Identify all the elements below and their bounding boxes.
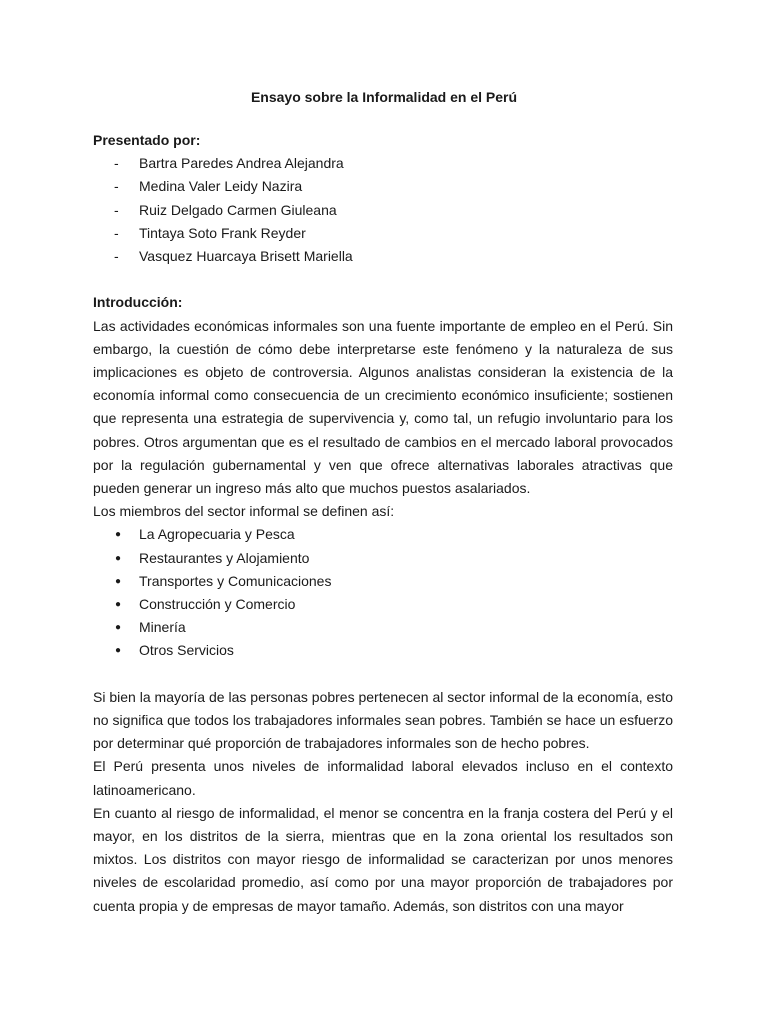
dash-marker: - (114, 201, 119, 218)
author-item (93, 245, 673, 268)
dash-marker: - (114, 178, 119, 195)
author-name: Vasquez Huarcaya Brisett Mariella (139, 248, 353, 265)
sector-name: Construcción y Comercio (139, 596, 296, 613)
sector-name: Transportes y Comunicaciones (139, 572, 332, 589)
bullet-marker: ● (115, 575, 122, 587)
bullet-marker: ● (115, 599, 122, 611)
sector-item (93, 593, 673, 616)
author-name: Tintaya Soto Frank Reyder (139, 224, 306, 241)
dash-marker: - (114, 155, 119, 172)
sector-item (93, 639, 673, 662)
bullet-marker: ● (115, 552, 122, 564)
latam-paragraph: El Perú presenta unos niveles de informalidad laboral elevados incluso en el contexto latinoamericano. (93, 758, 673, 798)
document-body (93, 129, 673, 918)
author-name: Medina Valer Leidy Nazira (139, 178, 303, 195)
sector-name: La Agropecuaria y Pesca (139, 526, 295, 543)
bullet-marker: ● (115, 622, 122, 634)
risk-paragraph: En cuanto al riesgo de informalidad, el menor se concentra en la franja costera del Perú y el mayor, en los distritos de la sierra, mientras que en la zona oriental los resultados son mixtos. Los distritos con mayor riesgo de informalidad se caracterizan por unos menores niveles de escolaridad promedio, así como por una mayor proporción de trabajadores por cuenta propia y de empresas de mayor tamaño. Además, son distritos con una mayor (93, 804, 673, 914)
bullet-marker: ● (115, 529, 122, 541)
presented-by-heading: Presentado por: (93, 132, 201, 148)
dash-marker: - (114, 224, 119, 241)
author-name: Ruiz Delgado Carmen Giuleana (139, 201, 337, 218)
sectors-lead-paragraph: Los miembros del sector informal se definen así: (93, 503, 395, 520)
sector-item (93, 616, 673, 639)
spacer (93, 268, 673, 291)
sectors-list (93, 523, 673, 662)
sector-item (93, 523, 673, 546)
sector-name: Otros Servicios (139, 642, 234, 659)
sector-name: Minería (139, 619, 186, 636)
bullet-marker: ● (115, 645, 122, 657)
sector-item (93, 570, 673, 593)
author-item (93, 175, 673, 198)
dash-marker: - (114, 248, 119, 265)
sector-item (93, 547, 673, 570)
spacer (93, 663, 673, 686)
author-item (93, 199, 673, 222)
document-title: Ensayo sobre la Informalidad en el Perú (250, 89, 518, 105)
authors-list (93, 152, 673, 268)
poverty-paragraph: Si bien la mayoría de las personas pobres pertenecen al sector informal de la economía, esto no significa que todos los trabajadores informales sean pobres. También se hace un esfuerzo por determinar qué proporción de trabajadores informales son de hecho pobres. (93, 688, 673, 752)
intro-heading: Introducción: (93, 294, 183, 311)
intro-paragraph: Las actividades económicas informales son una fuente importante de empleo en el Perú. Sin embargo, la cuestión de cómo debe interpretarse este fenómeno y la naturaleza de sus implicaciones es objeto de controversia. Algunos analistas consideran la existencia de la economía informal como consecuencia de un crecimiento económico insuficiente; sostienen que representa una estrategia de supervivencia y, como tal, un refugio involuntario para los pobres. Otros argumentan que es el resultado de cambios en el mercado laboral provocados por la regulación gubernamental y ven que ofrece alternativas laborales atractivas que pueden generar un ingreso más alto que muchos puestos asalariados. (93, 317, 673, 497)
author-item (93, 222, 673, 245)
author-item (93, 152, 673, 175)
sector-name: Restaurantes y Alojamiento (139, 549, 310, 566)
author-name: Bartra Paredes Andrea Alejandra (139, 155, 344, 172)
